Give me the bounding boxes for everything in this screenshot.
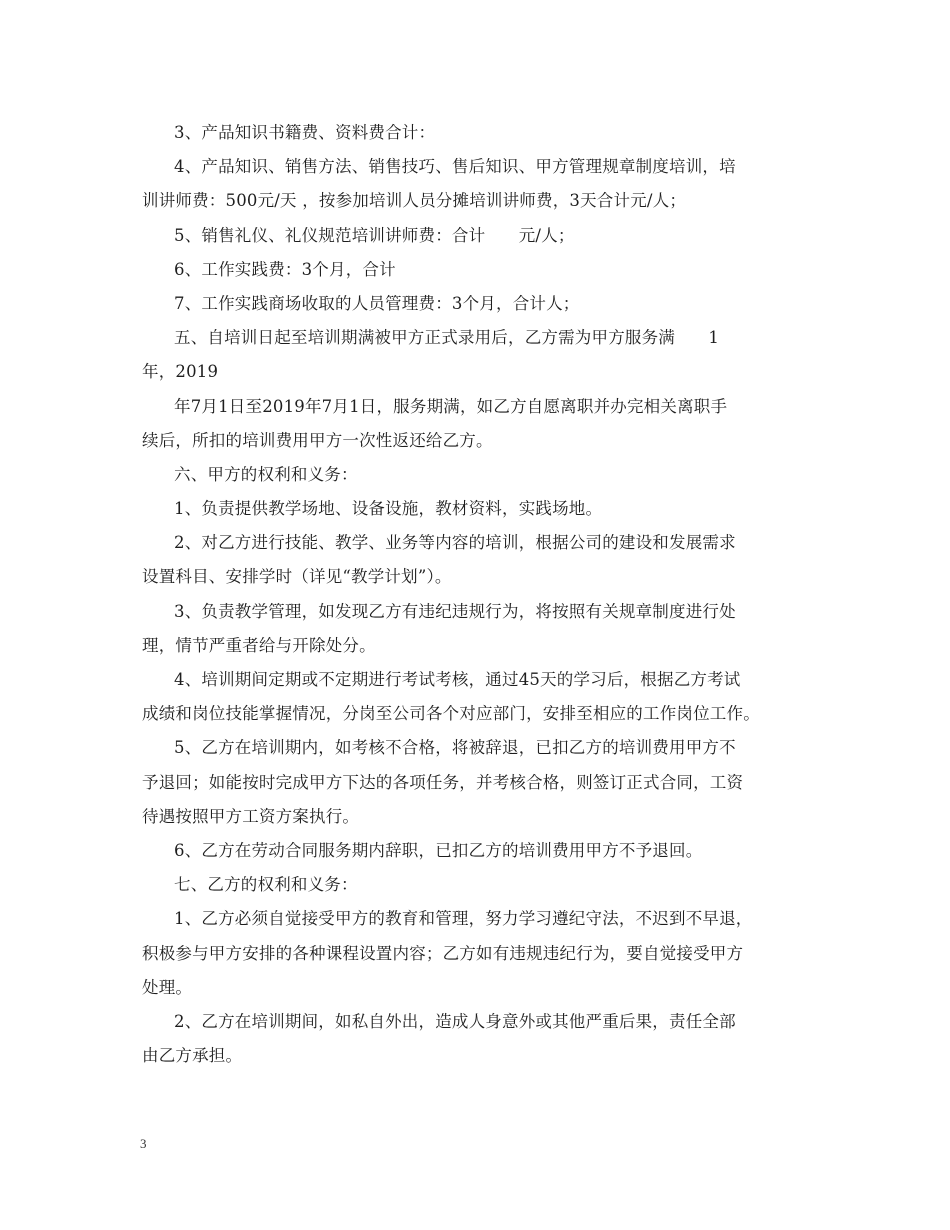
text-line: 训讲师费：500元/天 ，按参加培训人员分摊培训讲师费，3天合计元/人； [142,191,687,211]
text-line: 由乙方承担。 [142,1046,243,1066]
text-line: 年，2019 [142,362,219,382]
text-line: 6、工作实践费：3个月，合计 [174,259,396,279]
text-line: 2、对乙方进行技能、教学、业务等内容的培训，根据公司的建设和发展需求 [174,533,736,553]
text-line: 积极参与甲方安排的各种课程设置内容；乙方如有违规违纪行为，要自觉接受甲方 [142,943,744,963]
text-line: 3、负责教学管理，如发现乙方有违纪违规行为，将按照有关规章制度进行处 [174,601,736,621]
text-line: 成绩和岗位技能掌握情况，分岗至公司各个对应部门，安排至相应的工作岗位工作。 [142,704,760,724]
text-line: 4、培训期间定期或不定期进行考试考核，通过45天的学习后，根据乙方考试 [174,670,741,689]
section-heading: 七、乙方的权利和义务： [174,875,358,895]
text-line: 5、销售礼仪、礼仪规范培训讲师费：合计 元/人； [174,225,575,245]
text-line: 处理。 [142,977,193,997]
text-line: 续后，所扣的培训费用甲方一次性返还给乙方。 [142,430,493,450]
text-line: 五、自培训日起至培训期满被甲方正式录用后，乙方需为甲方服务满 1 [174,328,720,348]
text-line: 年7月1日至2019年7月1日，服务期满，如乙方自愿离职并办完相关离职手 [174,396,728,416]
text-line: 予退回；如能按时完成甲方下达的各项任务，并考核合格，则签订正式合同，工资 [142,772,744,792]
text-line: 5、乙方在培训期内，如考核不合格，将被辞退，已扣乙方的培训费用甲方不 [174,738,736,758]
page-number: 3 [140,1136,147,1151]
text-line: 7、工作实践商场收取的人员管理费：3个月，合计人； [174,293,580,313]
text-line: 设置科目、安排学时（详见“教学计划”）。 [142,567,452,587]
text-line: 1、乙方必须自觉接受甲方的教育和管理，努力学习遵纪守法，不迟到不早退， [174,909,753,929]
text-line: 4、产品知识、销售方法、销售技巧、售后知识、甲方管理规章制度培训，培 [174,157,736,177]
text-line: 3、产品知识书籍费、资料费合计： [174,123,436,142]
text-line: 2、乙方在培训期间，如私自外出，造成人身意外或其他严重后果，责任全部 [174,1011,736,1031]
text-line: 6、乙方在劳动合同服务期内辞职，已扣乙方的培训费用甲方不予退回。 [174,840,703,860]
document-body [142,116,810,1073]
text-line: 1、负责提供教学场地、设备设施，教材资料，实践场地。 [174,499,603,519]
text-line: 待遇按照甲方工资方案执行。 [142,806,360,826]
section-heading: 六、甲方的权利和义务： [174,464,358,484]
text-line: 理，情节严重者给与开除处分。 [142,635,376,655]
